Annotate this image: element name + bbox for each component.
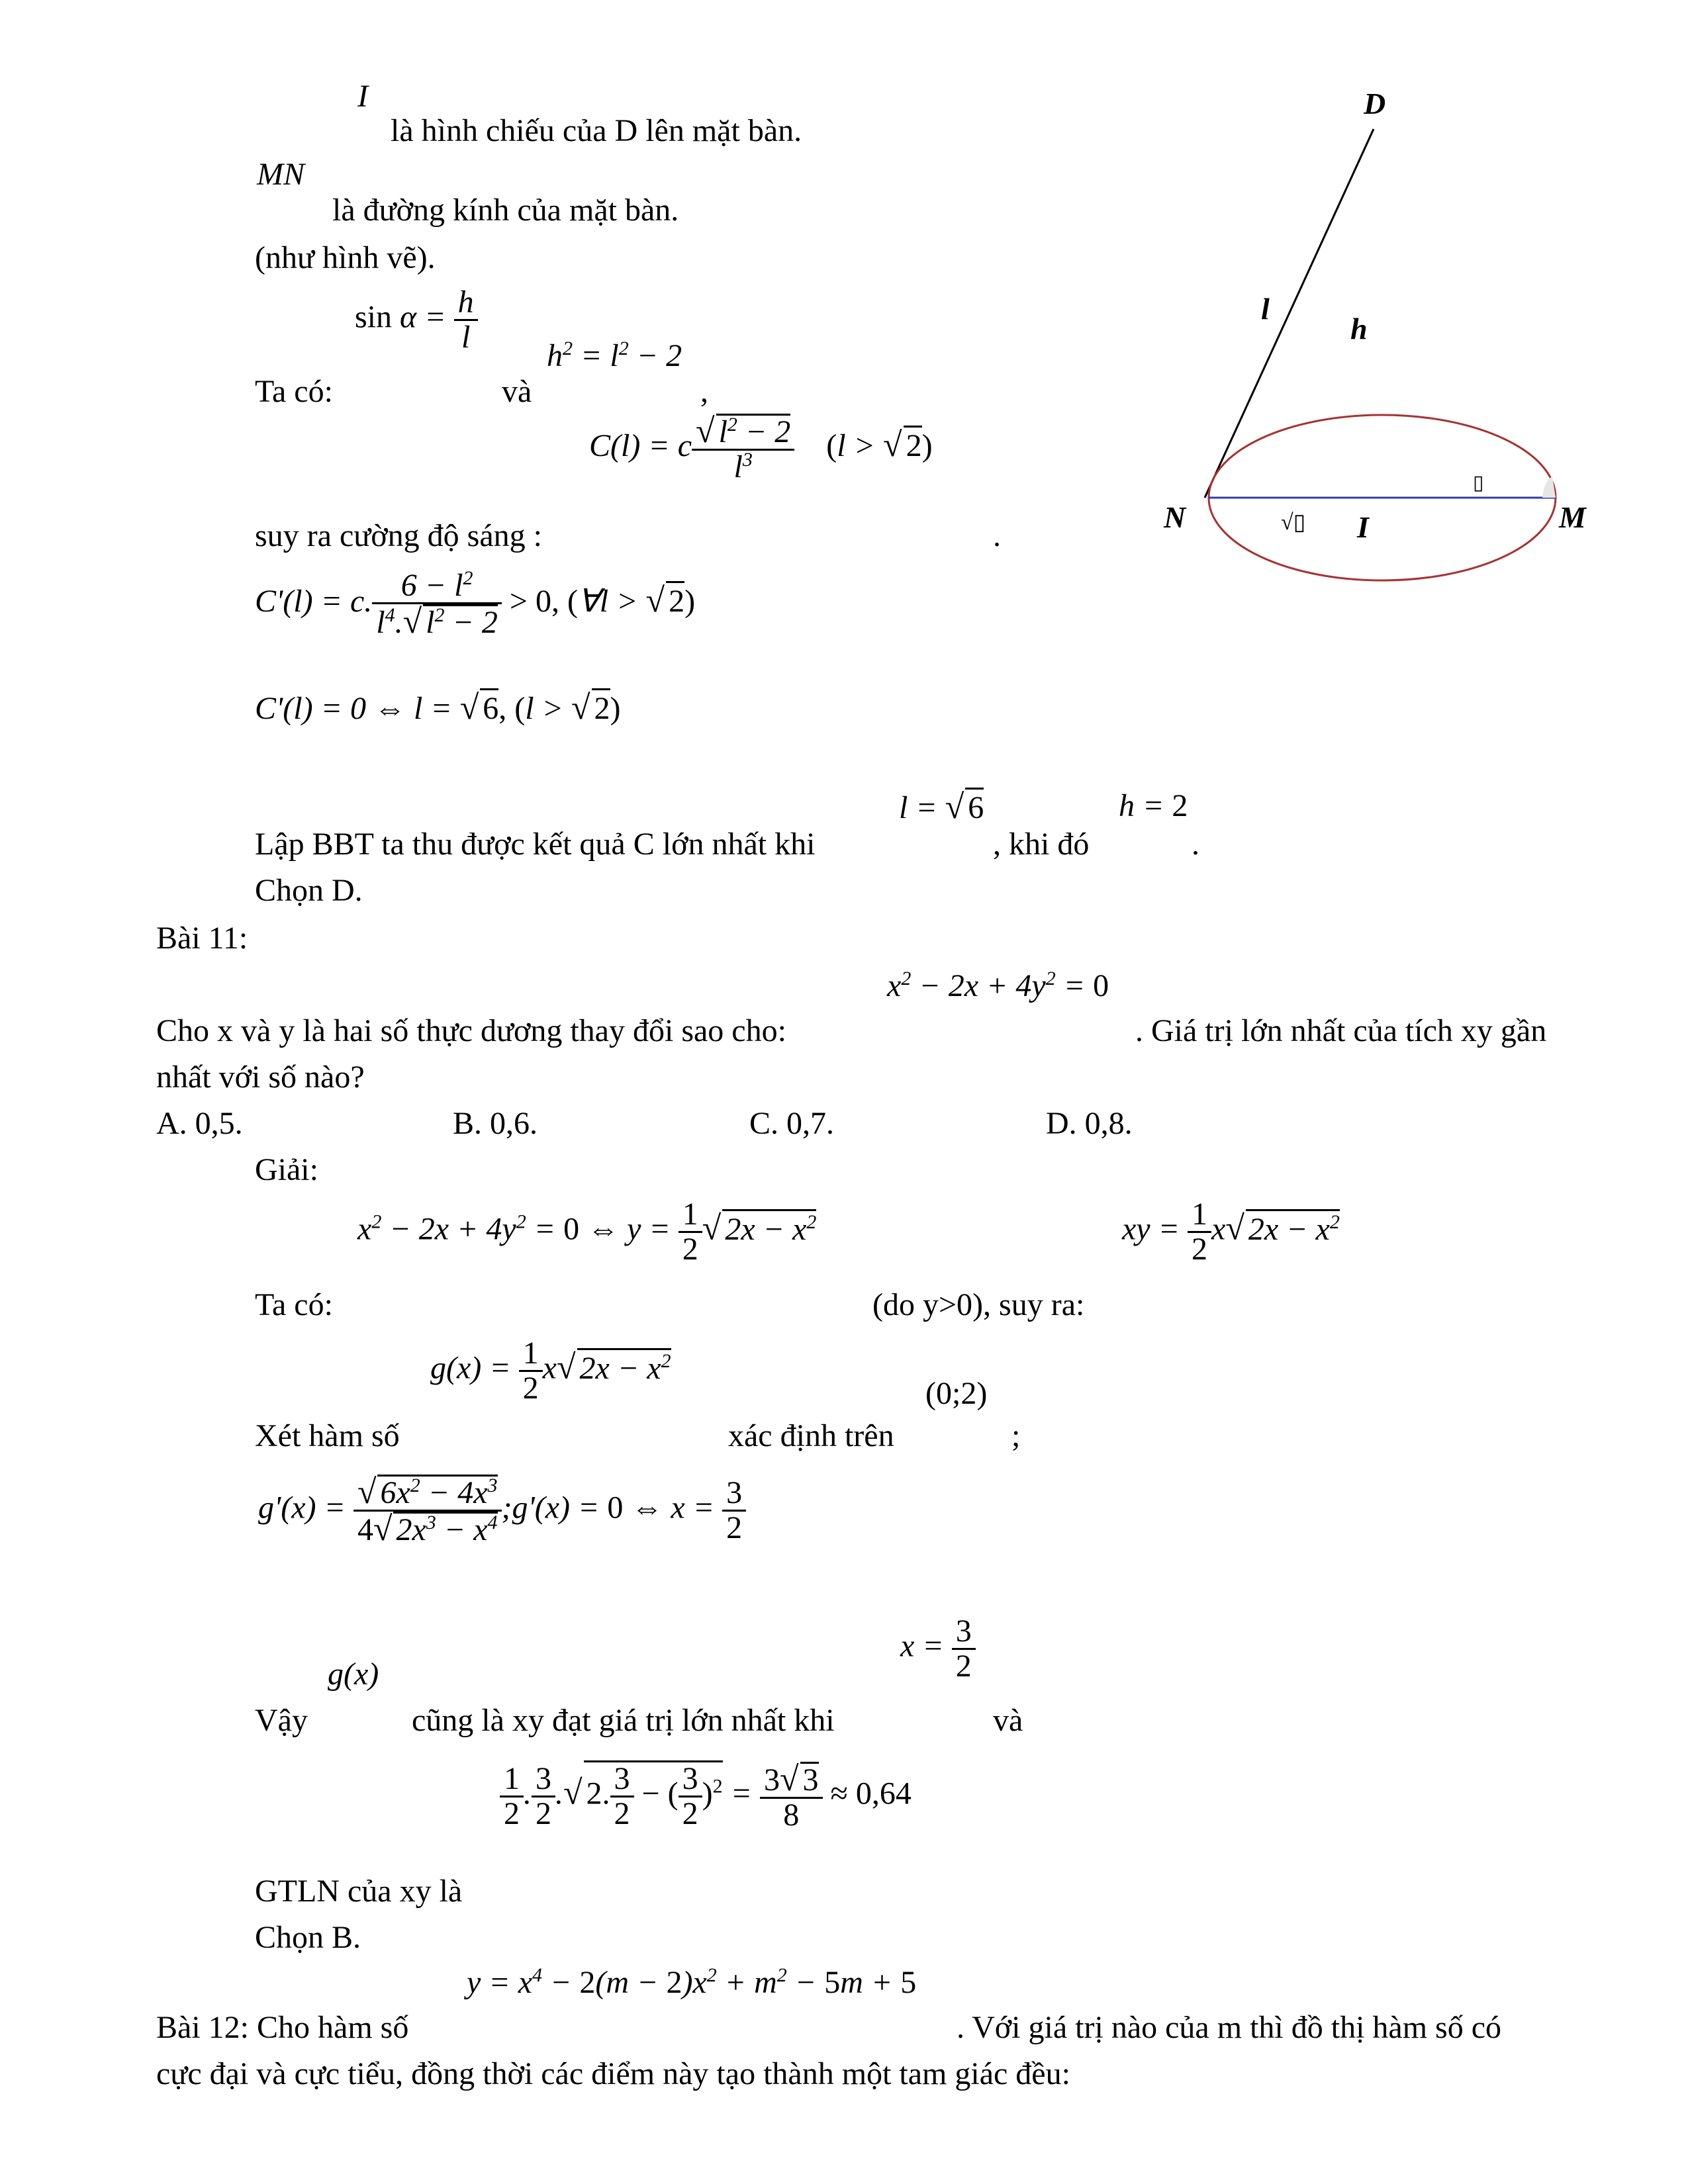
- bai11-title: Bài 11:: [156, 921, 248, 956]
- option-d: D. 0,8.: [1046, 1106, 1133, 1141]
- option-b: B. 0,6.: [453, 1106, 538, 1141]
- khi-do-text: , khi đó: [993, 827, 1090, 862]
- formula-h-squared: $h^2 = l^2 - 2$: [547, 338, 682, 373]
- suy-ra-label: suy ra cường độ sáng :: [255, 518, 542, 553]
- formula-x-3-2: x = $\frac{3}{2}$: [900, 1615, 976, 1683]
- formula-l-sqrt6: l = √ 6: [899, 788, 984, 826]
- xet-label: Xét hàm số: [255, 1418, 400, 1453]
- lap-bbt-text: Lập BBT ta thu được kết quả C lớn nhất khi: [255, 827, 816, 862]
- formula-gx: g(x): [328, 1657, 379, 1692]
- formula-derivative-zero: C'(l) = 0 ⇔ l = √ 6, (l > √ 2): [255, 689, 621, 727]
- semicolon: ;: [1011, 1418, 1021, 1453]
- line-diameter: là đường kính của mặt bàn.: [332, 193, 679, 228]
- label-d: D: [1364, 87, 1386, 120]
- option-a: A. 0,5.: [156, 1106, 243, 1141]
- gtln-label: GTLN của xy là: [255, 1874, 463, 1909]
- label-m: M: [1559, 500, 1586, 534]
- ta-co-label: Ta có:: [255, 374, 333, 409]
- label-n: N: [1164, 500, 1186, 534]
- formula-g: g(x) = $\frac{1}{2}$ x√ $2x - x^2$: [430, 1336, 671, 1406]
- label-l: l: [1261, 292, 1270, 326]
- va-label-2: và: [993, 1703, 1023, 1738]
- cung-la-label: cũng là xy đạt giá trị lớn nhất khi: [412, 1703, 835, 1738]
- formula-sin-alpha: sin α = $\frac{h}{l}$: [355, 286, 478, 354]
- chon-b: Chọn B.: [255, 1920, 361, 1955]
- formula-constraint: $x^2 - 2x + 4y^2 = 0$: [887, 968, 1109, 1003]
- do-y: (do y>0), suy ra:: [872, 1287, 1085, 1322]
- formula-h-2: h = 2: [1119, 788, 1188, 823]
- bai12-question-2: . Với giá trị nào của m thì đồ thị hàm số có: [957, 2010, 1502, 2045]
- xac-dinh-label: xác định trên: [728, 1418, 894, 1453]
- ta-co-2: Ta có:: [255, 1287, 333, 1322]
- va-label: và: [502, 374, 532, 409]
- var-i: I: [357, 79, 368, 114]
- chon-d: Chọn D.: [255, 873, 363, 908]
- label-sqrt-box: √▯: [1281, 510, 1306, 535]
- line-projection: là hình chiếu của D lên mặt bàn.: [391, 113, 802, 148]
- vay-label: Vậy: [255, 1703, 308, 1738]
- end-dot: .: [1192, 827, 1199, 862]
- angle-shade: [1542, 477, 1556, 498]
- label-i: I: [1357, 510, 1369, 544]
- bai12-question-3: cực đại và cực tiểu, đồng thời các điểm này tạo thành một tam giác đều:: [156, 2056, 1070, 2091]
- line-figure-note: (như hình vẽ).: [255, 240, 436, 275]
- formula-xy: xy = $\frac{1}{2}$ x√ $2x - x^2$: [1122, 1197, 1340, 1267]
- giai-label: Giải:: [255, 1152, 318, 1187]
- formula-g-prime: g'(x) = $\frac{√ 6x^2 - 4x^3}{4√ 2x^3 - x^4}$ ;g'(x) = 0 ⇔ x = $\frac{3}{2}$: [258, 1475, 746, 1547]
- formula-domain: (0;2): [925, 1376, 988, 1411]
- bai11-question-3: nhất với số nào?: [156, 1060, 365, 1095]
- formula-max-value: $\frac{1}{2}$ . $\frac{3}{2}$ .√ 2. $\frac{3}{2}$ − ( $\frac{3}{2}$ )$^2$ = $\frac{3√ 3}{8}$ ≈ 0,64: [500, 1760, 912, 1832]
- var-mn: MN: [257, 157, 305, 192]
- dot: .: [993, 518, 1001, 553]
- label-box: ▯: [1473, 472, 1484, 494]
- comma: ,: [700, 374, 708, 409]
- line-dn: [1205, 129, 1374, 498]
- formula-intensity: C(l) = c $\frac{√ l^2 - 2}{l^3}$ (l > √ 2): [589, 412, 933, 484]
- formula-derivative: C'(l) = c. $\frac{6 - l^2}{l^4.√ l^2 - 2}$ > 0, (∀l > √ 2): [255, 567, 696, 641]
- bai11-question-1: Cho x và y là hai số thực dương thay đổi sao cho:: [156, 1013, 786, 1048]
- label-h: h: [1350, 312, 1368, 345]
- bai11-question-2: . Giá trị lớn nhất của tích xy gần: [1135, 1013, 1547, 1048]
- option-c: C. 0,7.: [749, 1106, 835, 1141]
- formula-bai12: $y = x^4 - 2(m - 2)x^2 + m^2 - 5m + 5$: [467, 1964, 917, 2000]
- formula-y: $x^2 - 2x + 4y^2 = 0$ ⇔ y = $\frac{1}{2}$ √ $2x - x^2$: [357, 1197, 817, 1267]
- bai12-question-1: Bài 12: Cho hàm số: [156, 2010, 409, 2045]
